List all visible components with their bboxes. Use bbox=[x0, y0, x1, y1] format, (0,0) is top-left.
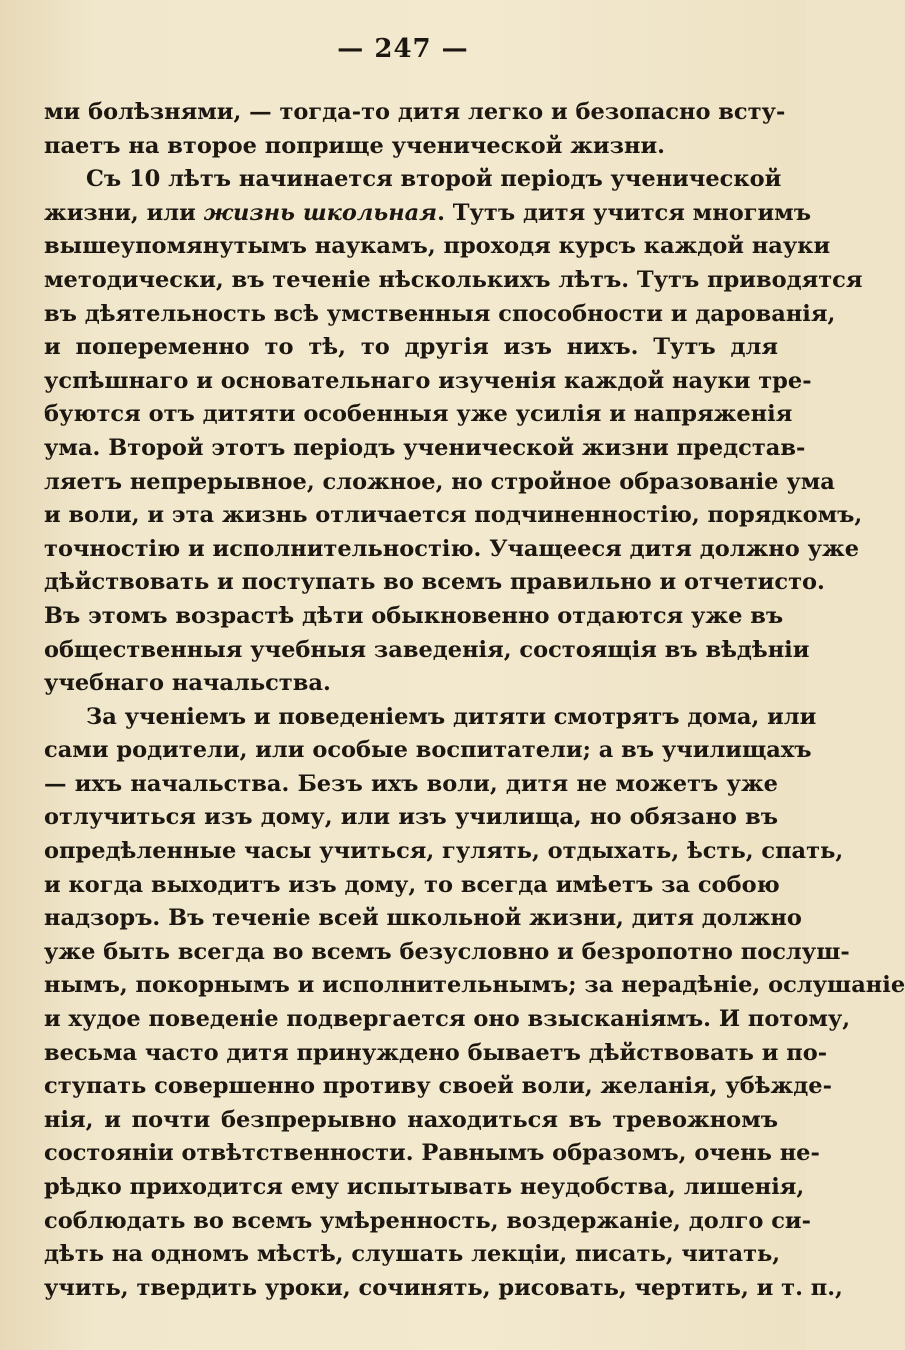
text-line: точностію и исполнительностію. Учащееся дитя должно уже bbox=[44, 535, 860, 562]
text-line: отлучиться изъ дому, или изъ училища, но обязано въ bbox=[44, 804, 778, 831]
text-line: — ихъ начальства. Безъ ихъ воли, дитя не можетъ уже bbox=[44, 770, 778, 797]
text-line: Съ 10 лѣтъ начинается второй періодъ ученической bbox=[86, 166, 782, 193]
text-line: общественныя учебныя заведенія, состоящія въ вѣдѣніи bbox=[44, 636, 810, 663]
text-line: За ученіемъ и поведеніемъ дитяти смотрятъ дома, или bbox=[86, 703, 817, 730]
text-line: и попеременно то тѣ, то другія изъ нихъ. Тутъ для bbox=[44, 334, 778, 361]
text-line: и худое поведеніе подвергается оно взысканіямъ. И потому, bbox=[44, 1006, 851, 1033]
text-line: успѣшнаго и основательнаго изученія каждой науки тре- bbox=[44, 367, 812, 394]
emphasized-term: жизнь школьная bbox=[203, 199, 438, 226]
text-line: весьма часто дитя принуждено бываетъ дѣйствовать и по- bbox=[44, 1039, 828, 1066]
text-line: дѣть на одномъ мѣстѣ, слушать лекціи, писать, читать, bbox=[44, 1241, 781, 1268]
text-line: Въ этомъ возрастѣ дѣти обыкновенно отдаются уже въ bbox=[44, 602, 784, 629]
text-line: нія, и почти безпрерывно находиться въ тревожномъ bbox=[44, 1106, 778, 1133]
text-line: нымъ, покорнымъ и исполнительнымъ; за нерадѣніе, ослушаніе bbox=[44, 972, 905, 999]
text-line: ступать совершенно противу своей воли, желанія, убѣжде- bbox=[44, 1073, 832, 1100]
text-line: рѣдко приходится ему испытывать неудобства, лишенія, bbox=[44, 1174, 805, 1200]
text-line: учить, твердить уроки, сочинять, рисовать, чертить, и т. п., bbox=[44, 1274, 843, 1301]
text-line: учебнаго начальства. bbox=[44, 670, 331, 697]
text-line: уже быть всегда во всемъ безусловно и безропотно послуш- bbox=[44, 938, 850, 965]
text-line: и воли, и эта жизнь отличается подчиненностію, порядкомъ, bbox=[44, 502, 863, 529]
text-line: состояніи отвѣтственности. Равнымъ образомъ, очень не- bbox=[44, 1140, 820, 1167]
text-segment: . Тутъ дитя учится многимъ bbox=[437, 199, 811, 226]
text-line: надзоръ. Въ теченіе всей школьной жизни, дитя должно bbox=[44, 905, 802, 932]
text-line: ляетъ непрерывное, сложное, но стройное образованіе ума bbox=[44, 468, 835, 495]
text-line: ми болѣзнями, — тогда-то дитя легко и безопасно всту- bbox=[44, 99, 786, 125]
text-line: методически, въ теченіе нѣсколькихъ лѣтъ. Тутъ приводятся bbox=[44, 266, 863, 293]
text-segment: жизни, или bbox=[44, 199, 204, 226]
text-line: въ дѣятельность всѣ умственныя способности и дарованія, bbox=[44, 300, 836, 327]
text-line: паетъ на второе поприще ученической жизни. bbox=[44, 132, 665, 159]
page-number: — 247 — bbox=[337, 34, 469, 64]
text-line bbox=[44, 197, 811, 231]
text-line: опредѣленные часы учиться, гулять, отдыхать, ѣсть, спать, bbox=[44, 838, 844, 865]
text-line: ума. Второй этотъ періодъ ученической жизни представ- bbox=[44, 434, 806, 461]
text-line: и когда выходитъ изъ дому, то всегда имѣетъ за собою bbox=[44, 871, 780, 898]
text-line: соблюдать во всемъ умѣренность, воздержаніе, долго си- bbox=[44, 1207, 811, 1234]
text-line: дѣйствовать и поступать во всемъ правильно и отчетисто. bbox=[44, 569, 825, 596]
text-line: буются отъ дитяти особенныя уже усилія и напряженія bbox=[44, 401, 793, 428]
text-line: вышеупомянутымъ наукамъ, проходя курсъ каждой науки bbox=[44, 233, 831, 260]
text-line: сами родители, или особые воспитатели; а въ училищахъ bbox=[44, 737, 812, 764]
page-text-body bbox=[44, 96, 905, 1305]
